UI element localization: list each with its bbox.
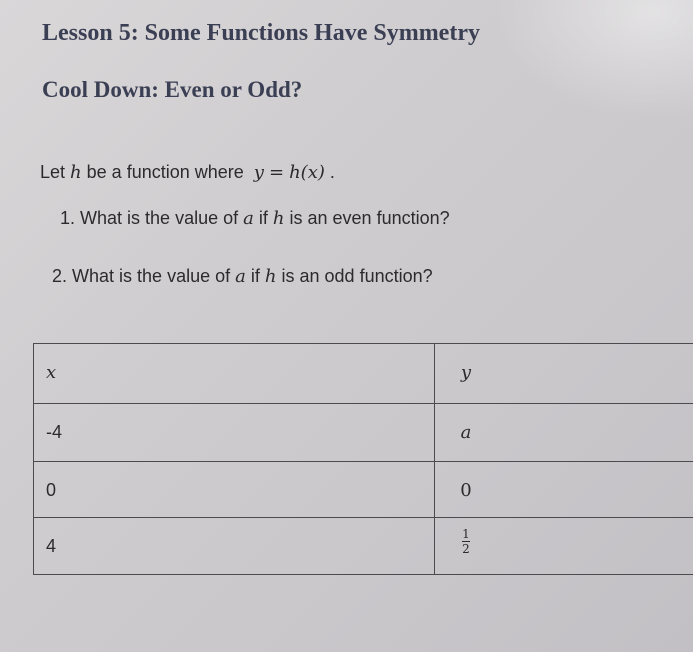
table-row [34, 462, 693, 518]
table-row [34, 518, 693, 574]
q1-tail: is an even function? [289, 208, 450, 228]
q2-a-var: a [235, 266, 246, 287]
intro-be-text: be a function where [86, 162, 244, 182]
row2-x: 0 [46, 480, 57, 500]
q2-tail: is an odd function? [281, 266, 433, 286]
intro-period: . [329, 162, 335, 182]
row2-y: 0 [460, 480, 472, 501]
q1-what: What is the value of [80, 208, 239, 228]
intro-h-var: h [70, 162, 82, 183]
row3-y-fraction [446, 528, 486, 558]
q1-if: if [258, 208, 268, 228]
lesson-title: Lesson 5: Some Functions Have Symmetry [42, 20, 480, 46]
q1-h-var: h [272, 208, 285, 229]
question-2 [52, 266, 433, 287]
table-header-row [34, 344, 693, 404]
question-1 [60, 208, 450, 229]
intro-sentence [40, 162, 335, 183]
q2-number: 2. [52, 266, 68, 286]
table-row [34, 404, 693, 462]
intro-equals: = [268, 162, 285, 183]
header-x: x [46, 362, 57, 383]
q2-if: if [250, 266, 260, 286]
table-column-divider [434, 344, 435, 574]
row1-y: a [460, 422, 472, 443]
row3-x: 4 [46, 536, 57, 556]
intro-let: Let [40, 162, 66, 182]
row1-x: -4 [46, 422, 63, 442]
fraction [462, 528, 470, 555]
header-y: y [460, 362, 472, 383]
fraction-numerator: 1 [462, 527, 470, 541]
light-glare [493, 0, 693, 120]
xy-table [33, 343, 693, 575]
q1-number: 1. [60, 208, 76, 228]
q2-h-var: h [264, 266, 277, 287]
q1-a-var: a [243, 208, 254, 229]
q2-what: What is the value of [72, 266, 231, 286]
intro-y-var: y [253, 162, 264, 183]
cooldown-title: Cool Down: Even or Odd? [42, 77, 303, 102]
fraction-denominator: 2 [462, 542, 470, 556]
intro-hx: h(x) [289, 162, 325, 183]
